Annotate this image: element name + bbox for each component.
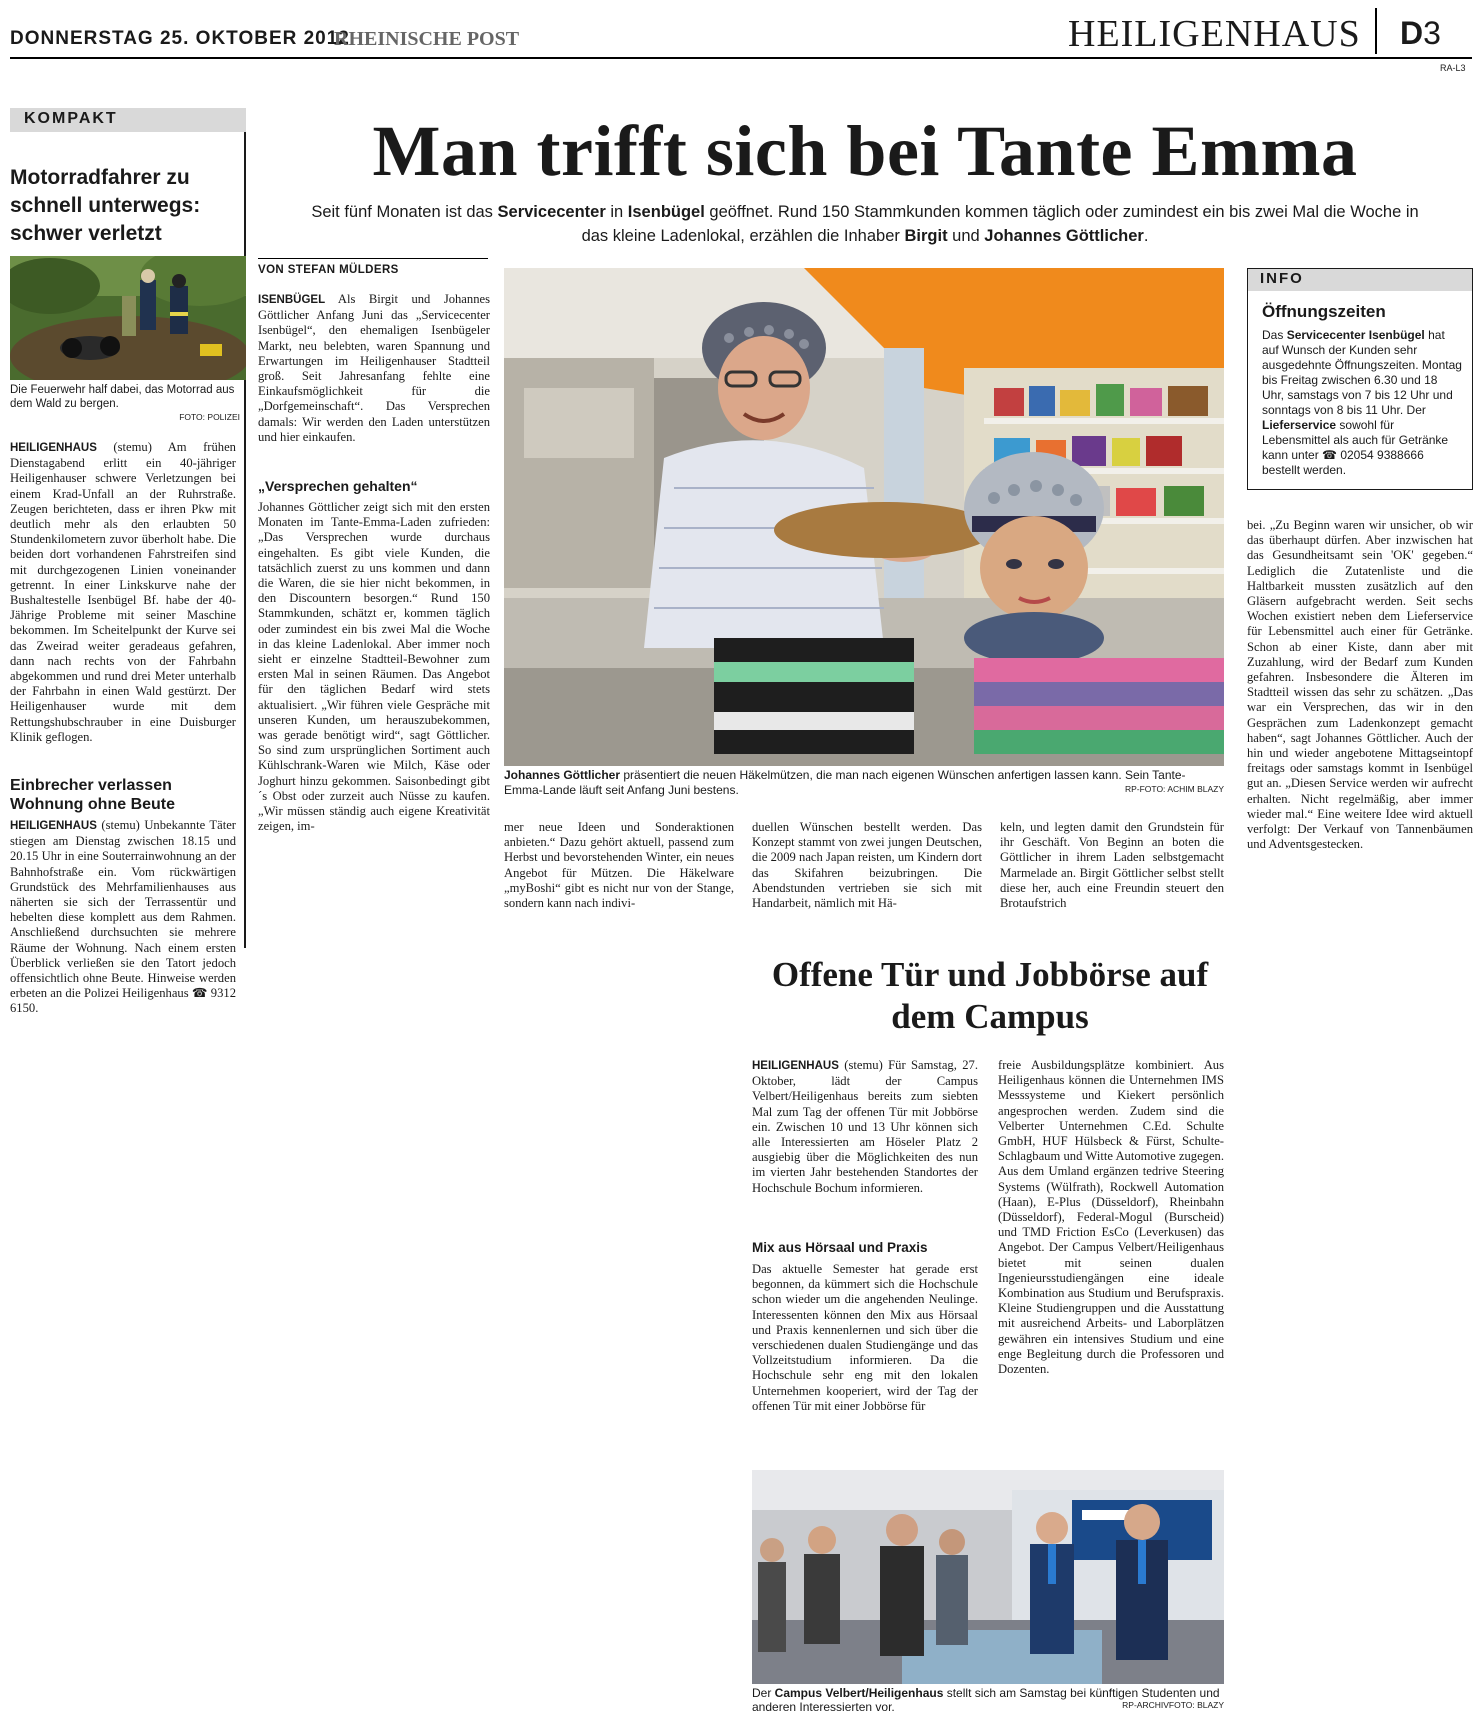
edition-code: RA-L3 — [1440, 63, 1466, 73]
dateline: HEILIGENHAUS — [10, 820, 97, 832]
main-article-intro — [258, 292, 490, 445]
kompakt-photo-caption: Die Feuerwehr half dabei, das Motorrad aus dem Wald zu bergen. — [10, 384, 235, 410]
main-article-column5: bei. „Zu Beginn waren wir unsicher, ob wir das überhaupt dürfen. Aber inzwischen hat das Gesundheitsamt sein 'OK' gegeben.“ Lediglich die Zutatenliste und die Haltbarkeit mussten zusätzlich auf den Gläsern aufgebracht werden. Seit sechs Wochen existiert neben dem Lieferservice für Lebensmittel auch einer für Getränke. Schon ab einer Kiste, dann aber mit Zuzahlung, wird der Bedarf zum Kunden gefahren. Insbesondere die Älteren im Stadtteil wissen das sehr zu schätzen. „Das war ein Versprechen, das wir in den Gesprächen zum Ladenkonzept gemacht haben“, sagt Johannes Göttlicher. Auch der hin und wieder angebotene Mittagseintopf freitags oder samstags kommt in Isenbügel gut an. „Diesen Service werden wir aufrecht erhalten. Nicht regelmäßig, aber immer wieder mal.“ Eine weitere Idee wird aktuell verfolgt: Der Verkauf von Tannenbäumen und Adventsgestecken. — [1247, 518, 1473, 852]
page-digit: 3 — [1423, 15, 1441, 51]
kompakt-article1-headline: Motorradfahrer zu schnell unterwegs: schwer verletzt — [10, 166, 201, 245]
byline-rule — [258, 258, 488, 259]
masthead-paper-name: RHEINISCHE POST — [334, 28, 520, 50]
page-number — [1400, 15, 1441, 52]
masthead-divider — [1375, 8, 1377, 54]
campus-article-subheading: Mix aus Hörsaal und Praxis — [752, 1240, 928, 1255]
masthead-date: DONNERSTAG 25. OKTOBER 2012 — [10, 28, 350, 49]
info-title: Öffnungszeiten — [1262, 302, 1386, 321]
dateline: HEILIGENHAUS — [752, 1060, 839, 1072]
article-text: Als Birgit und Johannes Göttlicher Anfang Juni das „Servicecenter Isenbügel“, den ehemaligen Isenbügeler Markt, neu belebten, waren Spannung und Erwartungen im Heiligenhauser Stadtteil groß. Seit Jahresanfang fehlte eine Einkaufsmöglichkeit für die „Dorfgemeinschaft“. Das Versprechen damals: Wir werden den Laden unterstützen und hier einkaufen. — [258, 292, 490, 444]
campus-article-column1b: Das aktuelle Semester hat gerade erst begonnen, da kümmert sich die Hochschule schon wieder um die angehenden Neulinge. Interessenten können den Mix aus Hörsaal und Praxis kennenlernen und sich über die verschiedenen dualen Studiengänge und das Vollzeitstudium informieren. Da die Hochschule sehr eng mit den lokalen Unternehmen kooperiert, wird der Tag der offenen Tür mit einer Jobbörse für — [752, 1262, 978, 1413]
info-text: Das Servicecenter Isenbügel hat auf Wunsch der Kunden sehr ausgedehnte Öffnungszeiten. Montag bis Freitag zwischen 6.30 und 18 Uhr, samstags von 7 bis 12 Uhr und sonntags von 8 bis 11 Uhr. Der Lieferservice sowohl für Lebensmittel als auch für Getränke kann unter ☎ 02054 9388666 bestellt werden. — [1262, 328, 1462, 477]
motorcycle-accident-photo — [10, 256, 246, 380]
main-headline: Man trifft sich bei Tante Emma — [372, 111, 1358, 191]
dateline: ISENBÜGEL — [258, 294, 326, 306]
kompakt-article2-body — [10, 818, 236, 1017]
campus-job-fair-photo — [752, 1470, 1224, 1684]
masthead-section-title: HEILIGENHAUS — [1068, 13, 1361, 55]
campus-photo-credit: RP-ARCHIVFOTO: BLAZY — [1122, 1700, 1224, 1710]
main-article-subheading: „Versprechen gehalten“ — [258, 478, 418, 494]
kompakt-label: KOMPAKT — [10, 108, 246, 132]
article-text: (stemu) Unbekannte Täter stiegen am Dienstag zwischen 18.15 und 20.15 Uhr in eine Souterrainwohnung an der Bahnhofstraße ein. Vom rückwärtigen Grundstück des Mehrfamilienhauses aus näherten sie sich der Terrassentür und hebelten diese komplett aus dem Rahmen. Anschließend durchsuchten sie mehrere Räume der Wohnung. Nach einem ersten Überblick verließen sie den Tatort jedoch offensichtlich ohne Beute. Hinweise werden erbeten an die Polizei Heiligenhaus ☎ 9312 6150. — [10, 818, 236, 1016]
byline: VON STEFAN MÜLDERS — [258, 264, 399, 276]
masthead-rule — [10, 57, 1472, 59]
caption-name: Johannes Göttlicher — [504, 768, 621, 782]
caption-text: präsentiert die neuen Häkelmützen, die man nach eigenen Wünschen anfertigen lassen kann. Sein Tante-Emma-Lande läuft seit Anfang Juni bestens. — [504, 768, 1186, 797]
shop-owner-photo — [504, 268, 1224, 766]
page-letter: D — [1400, 15, 1424, 51]
article-text: (stemu) Für Samstag, 27. Oktober, lädt der Campus Velbert/Heiligenhaus bereits zum siebten Mal zum Tag der offenen Tür mit Jobbörse ein. Zwischen 10 und 13 Uhr können sich alle Interessierten am Höseler Platz 2 ausgiebig über die Möglichkeiten des nun im vierten Jahr bestehenden Standortes der Hochschule Bochum informieren. — [752, 1058, 978, 1195]
kompakt-article1-body — [10, 440, 236, 745]
main-subheadline: Seit fünf Monaten ist das Servicecenter in Isenbügel geöffnet. Rund 150 Stammkunden kommen täglich oder zumindest ein bis zwei Mal die Woche in das kleine Ladenlokal, erzählen die Inhaber Birgit und Johannes Göttlicher. — [311, 203, 1419, 245]
caption-text: stellt sich am Samstag bei künftigen Studenten und anderen Interessierten vor. — [752, 1686, 1220, 1714]
dateline: HEILIGENHAUS — [10, 442, 97, 454]
campus-photo-caption: Der Campus Velbert/Heiligenhaus stellt sich am Samstag bei künftigen Studenten und anderen Interessierten vor. — [752, 1686, 1220, 1714]
main-article-column2: mer neue Ideen und Sonderaktionen anbieten.“ Dazu gehört aktuell, passend zum Herbst und bevorstehenden Winter, ein neues Angebot für Mützen. Die Häkelware „myBoshi“ gibt es nicht nur von der Stange, sondern kann nach indivi- — [504, 820, 734, 911]
info-label: INFO — [1248, 269, 1472, 291]
main-article-column3: duellen Wünschen bestellt werden. Das Konzept stammt von zwei jungen Deutschen, die 2009 nach Japan reisten, um Kindern dort das Skifahren beizubringen. Die Abendstunden vertrieben sie sich mit Handarbeit, nämlich mit Hä- — [752, 820, 982, 911]
article-text: (stemu) Am frühen Dienstagabend erlitt ein 40-jähriger Heiligenhauser schwere Verletzungen bei einem Krad-Unfall an der Ruhrstraße. Zeugen berichteten, dass er ihren Pkw mit deutlich mehr als den erlaubten 50 Stundenkilometern zuvor überholt habe. Die beiden dort vorhandenen Fahrstreifen sind mit durchgezogenen Linien voneinander getrennt. In einer Linkskurve nahe der Bushaltestelle Isenbügel Bf. habe der 40-Jährige Probleme mit seiner Maschine bekommen. Im Scheitelpunkt der Kurve sei das Zweirad weiter geradeaus gefahren, dann nach rechts von der Fahrbahn abgekommen und rund drei Meter unterhalb der Fahrbahn in einen Wald gestürzt. Der Heiligenhauser wurde mit dem Rettungshubschrauber in eine Duisburger Klinik geflogen. — [10, 440, 236, 744]
main-article-column1: Johannes Göttlicher zeigt sich mit den ersten Monaten im Tante-Emma-Laden zufrieden: „Das Versprechen wurde durchaus eingehalten. Es gibt viele Kunden, die tatsächlich zuerst zu uns kommen und dann die Waren, die sie hier nicht bekommen, in den Discountern besorgen.“ Rund 150 Stammkunden, schätzt er, kommen täglich oder zumindest ein bis zwei Mal die Woche in das kleine Ladenlokal. Aber immer noch sieht er einzelne Stadtteil-Bewohner zum ersten Mal in seinen Räumen. Das Angebot für den täglichen Bedarf wird stets aktualisiert. „Wir führen viele Gespräche mit unseren Kunden, um herauszubekommen, was gerade benötigt wird“, sagt Göttlicher. So sind zum ursprünglichen Sortiment auch Kühlschrank-Waren wie Milch, Käse oder Joghurt hinzu gekommen. Saisonbedingt gibt´s Obst oder zurzeit auch Nüsse zu kaufen. „Wir müssen ständig auch eigene Kreativität zeigen, im- — [258, 500, 490, 834]
caption-name: Campus Velbert/Heiligenhaus — [774, 1686, 944, 1700]
kompakt-article2-headline: Einbrecher verlassen Wohnung ohne Beute — [10, 777, 176, 813]
campus-article-headline: Offene Tür und Jobbörse auf dem Campus — [771, 955, 1209, 1036]
main-article-column4: keln, und legten damit den Grundstein für ihr Geschäft. Von Beginn an boten die Göttlicher in ihrem Laden selbstgemacht Marmelade an. Birgit Göttlicher selbst stellt diese her, auch eine Freundin steuert den Brotaufstrich — [1000, 820, 1224, 911]
campus-article-column1 — [752, 1058, 978, 1196]
main-photo-credit: RP-FOTO: ACHIM BLAZY — [1124, 784, 1224, 794]
campus-article-column2: freie Ausbildungsplätze kombiniert. Aus Heiligenhaus können die Unternehmen IMS Messsysteme und Kiekert persönlich angesprochen werden. Zudem sind die Velberter Unternehmen C.Ed. Schulte GmbH, HUF Hülsbeck & Fürst, Schulte-Schlagbaum und Witte Automotive zugegen. Aus dem Umland ergänzen tedrive Steering Systems (Wülfrath), Rockwell Automation (Haan), E-Plus (Düsseldorf), Rheinbahn (Düsseldorf), Federal-Mogul (Burscheid) und TMD Friction EsCo (Leverkusen) das Angebot. Der Campus Velbert/Heiligenhaus bietet mit seinen dualen Ingenieursstudiengängen eine ideale Kombination aus Studium und Berufspraxis. Kleine Studiengruppen und die Ausstattung mit ausreichend Arbeits- und Laborplätzen gewähren ein intensives Studium und eine enge Begleitung durch die Professoren und Dozenten. — [998, 1058, 1224, 1377]
kompakt-photo-credit: FOTO: POLIZEI — [179, 412, 240, 422]
